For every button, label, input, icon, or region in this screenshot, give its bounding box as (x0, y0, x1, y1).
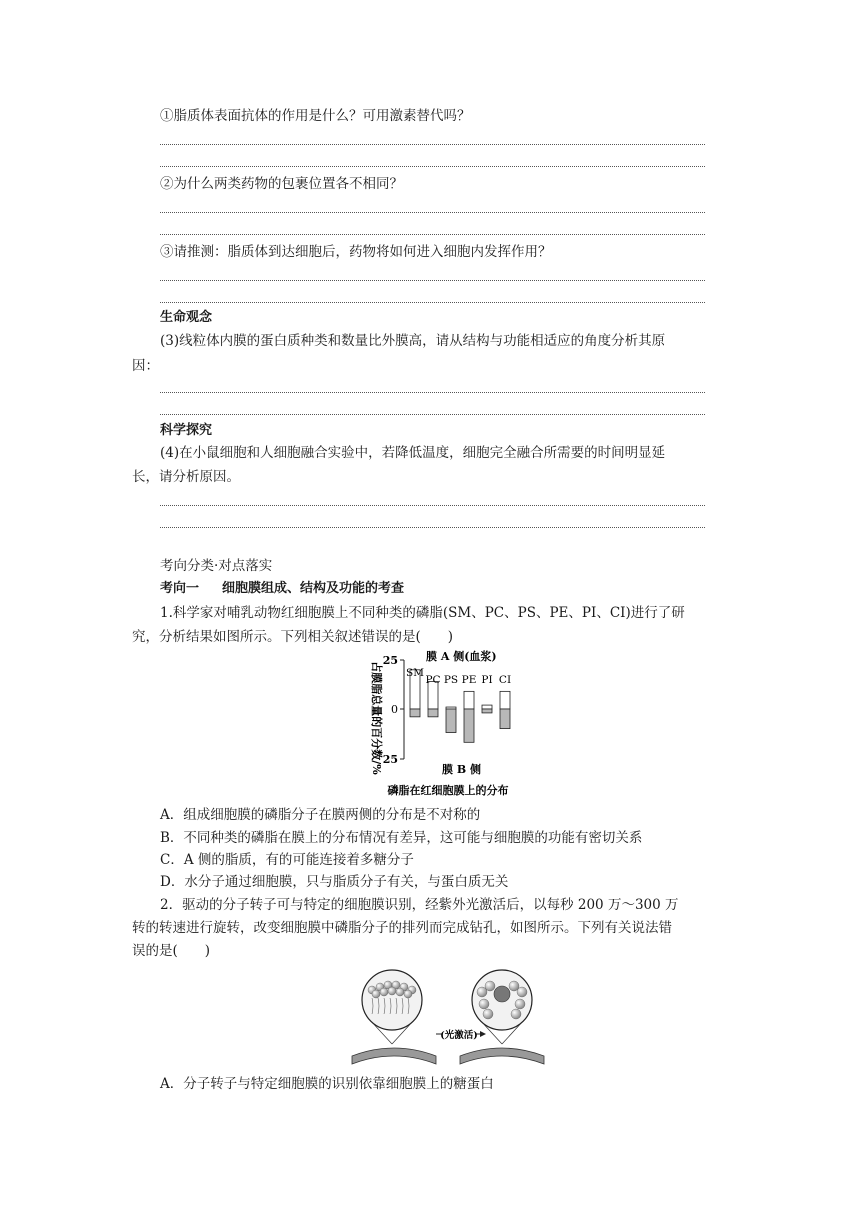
problem-2-text: 2．驱动的分子转子可与特定的细胞膜识别，经紫外光激活后，以每秒 200 万～300 万 (160, 897, 679, 913)
bar-b-ps (446, 709, 456, 733)
direction-text: 细胞膜组成、结构及功能的考查 (222, 581, 405, 596)
answer-line (160, 505, 705, 506)
category-label-ps: PS (443, 674, 459, 686)
section-heading-life: 生命观念 (160, 310, 213, 325)
answer-line (160, 234, 705, 235)
option-a: A．组成细胞膜的磷脂分子在膜两侧的分布是不对称的 (160, 807, 481, 823)
answer-line (160, 166, 705, 167)
bar-a-ci (500, 691, 510, 709)
category-label-ci: CI (498, 674, 512, 686)
question-3: ③请推测：脂质体到达细胞后，药物将如何进入细胞内发挥作用？ (160, 244, 552, 260)
tick-bottom: 25 (382, 753, 398, 766)
bar-b-sm (410, 709, 420, 717)
label-a-side: 膜 A 侧(血浆) (426, 650, 497, 663)
option-d: D．水分子通过细胞膜，只与脂质分子有关，与蛋白质无关 (160, 874, 509, 890)
answer-line (160, 414, 705, 415)
bar-b-pe (464, 709, 474, 742)
answer-line (160, 212, 705, 213)
bar-a-pe (464, 691, 474, 709)
question-3-text-cont: 因： (132, 358, 159, 374)
section-heading-science: 科学探究 (160, 423, 213, 438)
answer-line (160, 392, 705, 393)
category-label-sm: SM (406, 667, 424, 679)
category-label-pc: PC (425, 674, 441, 686)
answer-line (160, 144, 705, 145)
practice-title: 考向分类·对点落实 (160, 558, 273, 574)
question-2: ②为什么两类药物的包裹位置各不相同？ (160, 176, 403, 192)
bar-b-ci (500, 709, 510, 729)
answer-line (160, 527, 705, 528)
tick-zero: 0 (391, 703, 398, 716)
problem-2-text-cont: 转的转速进行旋转，改变细胞膜中磷脂分子的排列而完成钻孔，如图所示。下列有关说法错 (132, 920, 672, 936)
option-c: C．A 侧的脂质，有的可能连接着多糖分子 (160, 852, 414, 868)
problem-2-option-a: A．分子转子与特定细胞膜的识别依靠细胞膜上的糖蛋白 (160, 1076, 494, 1092)
question-3-text: (3)线粒体内膜的蛋白质种类和数量比外膜高，请从结构与功能相适应的角度分析其原 (160, 333, 666, 349)
molecular-rotor (494, 986, 510, 1002)
option-b: B．不同种类的磷脂在膜上的分布情况有差异，这可能与细胞膜的功能有密切关系 (160, 830, 643, 846)
phospholipid-chart (368, 646, 528, 804)
category-label-pi: PI (481, 674, 493, 686)
answer-line (160, 280, 705, 281)
rotor-figure-svg (348, 962, 548, 1072)
question-1: ①脂质体表面抗体的作用是什么？可用激素替代吗？ (160, 108, 471, 124)
tick-top: 25 (382, 654, 398, 667)
molecular-rotor-figure (348, 962, 548, 1072)
category-label-pe: PE (461, 674, 477, 686)
category-labels (406, 667, 511, 686)
bar-a-pi (482, 705, 492, 709)
membrane-before (352, 970, 436, 1064)
problem-1-text-cont: 究，分析结果如图所示。下列相关叙述错误的是( ) (132, 629, 454, 645)
answer-line (160, 302, 705, 303)
chart-title: 磷脂在红细胞膜上的分布 (387, 784, 509, 797)
membrane-after (460, 970, 544, 1064)
direction-label: 考向一 (160, 581, 200, 596)
problem-2-text-cont2: 误的是( ) (132, 943, 211, 959)
light-activation-label: (光激活) (440, 1030, 478, 1041)
arrow-light-activation (436, 1027, 486, 1041)
label-b-side: 膜 B 侧 (442, 763, 481, 776)
bar-b-pi (482, 709, 492, 713)
bar-b-pc (428, 709, 438, 717)
chart-svg (368, 646, 528, 804)
question-4-text-cont: 长，请分析原因。 (132, 469, 240, 485)
problem-1-text: 1.科学家对哺乳动物红细胞膜上不同种类的磷脂(SM、PC、PS、PE、PI、CI)进行了研 (160, 605, 685, 621)
question-4-text: (4)在小鼠细胞和人细胞融合实验中，若降低温度，细胞完全融合所需要的时间明显延 (160, 445, 666, 461)
y-axis-label: 占膜脂总量的百分数/% (370, 661, 383, 775)
